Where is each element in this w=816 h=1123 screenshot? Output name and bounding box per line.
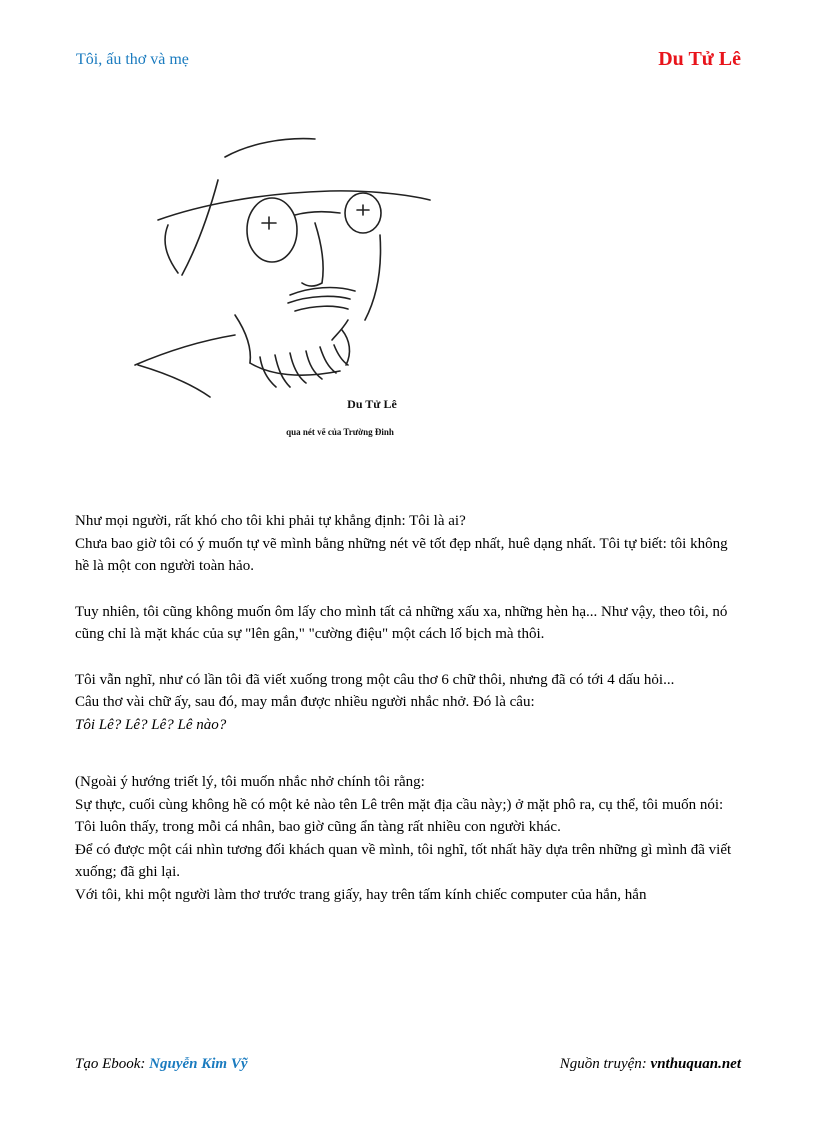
paragraph: Chưa bao giờ tôi có ý muốn tự vẽ mình bằng những nét vẽ tốt đẹp nhất, huê dạng nhất. Tôi tự biết: tôi không hề là một con người toàn hảo. [75,535,728,574]
paragraph: Tuy nhiên, tôi cũng không muốn ôm lấy cho mình tất cả những xấu xa, những hèn hạ... Như vậy, theo tôi, nó cũng chỉ là mặt khác của sự "lên gân," "cường điệu" một cách lố bịch mà thôi. [75,603,728,642]
paragraph: Để có được một cái nhìn tương đối khách quan về mình, tôi nghĩ, tốt nhất hãy dựa trên những gì mình đã viết xuống; đã ghi lại. [75,841,732,880]
source-label: Nguồn truyện [559,1056,642,1072]
ebook-credit [75,1056,248,1073]
sketch-caption: qua nét vẽ của Trường Đinh [286,427,394,437]
credit-name: Nguyễn Kim Vỹ [149,1056,248,1072]
credit-label: Tạo Ebook [75,1056,141,1072]
paragraph: Sự thực, cuối cùng không hề có một kẻ nào tên Lê trên mặt địa cầu này;) ở mặt phô ra, cụ thể, tôi muốn nói: [75,796,724,813]
story-source [560,1056,741,1073]
source-separator: : [641,1056,651,1072]
paragraph: Tôi luôn thấy, trong mỗi cá nhân, bao giờ cũng ẩn tàng rất nhiều con người khác. [75,819,561,835]
paragraph: (Ngoài ý hướng triết lý, tôi muốn nhắc nhở chính tôi rằng: [75,774,425,790]
source-name: vnthuquan.net [650,1056,741,1072]
author-name: Du Tử Lê [658,48,741,70]
paragraph: Tôi vẫn nghĩ, như có lần tôi đã viết xuống trong một câu thơ 6 chữ thôi, nhưng đã có tới 4 dấu hỏi... [75,671,675,688]
paragraph: Với tôi, khi một người làm thơ trước trang giấy, hay trên tấm kính chiếc computer của hắn, hắn [75,886,647,903]
sketch-signature: Du Tử Lê [347,397,397,411]
credit-separator: : [140,1056,150,1072]
book-title: Tôi, ấu thơ và mẹ [76,51,189,68]
article-body [75,510,745,906]
paragraph: Câu thơ vài chữ ấy, sau đó, may mắn được nhiều người nhắc nhở. Đó là câu: [75,694,535,710]
paragraph: Như mọi người, rất khó cho tôi khi phải tự khẳng định: Tôi là ai? [75,513,466,529]
poem-line: Tôi Lê? Lê? Lê? Lê nào? [75,716,227,733]
portrait-drawing [110,125,450,455]
author-sketch [110,125,450,455]
